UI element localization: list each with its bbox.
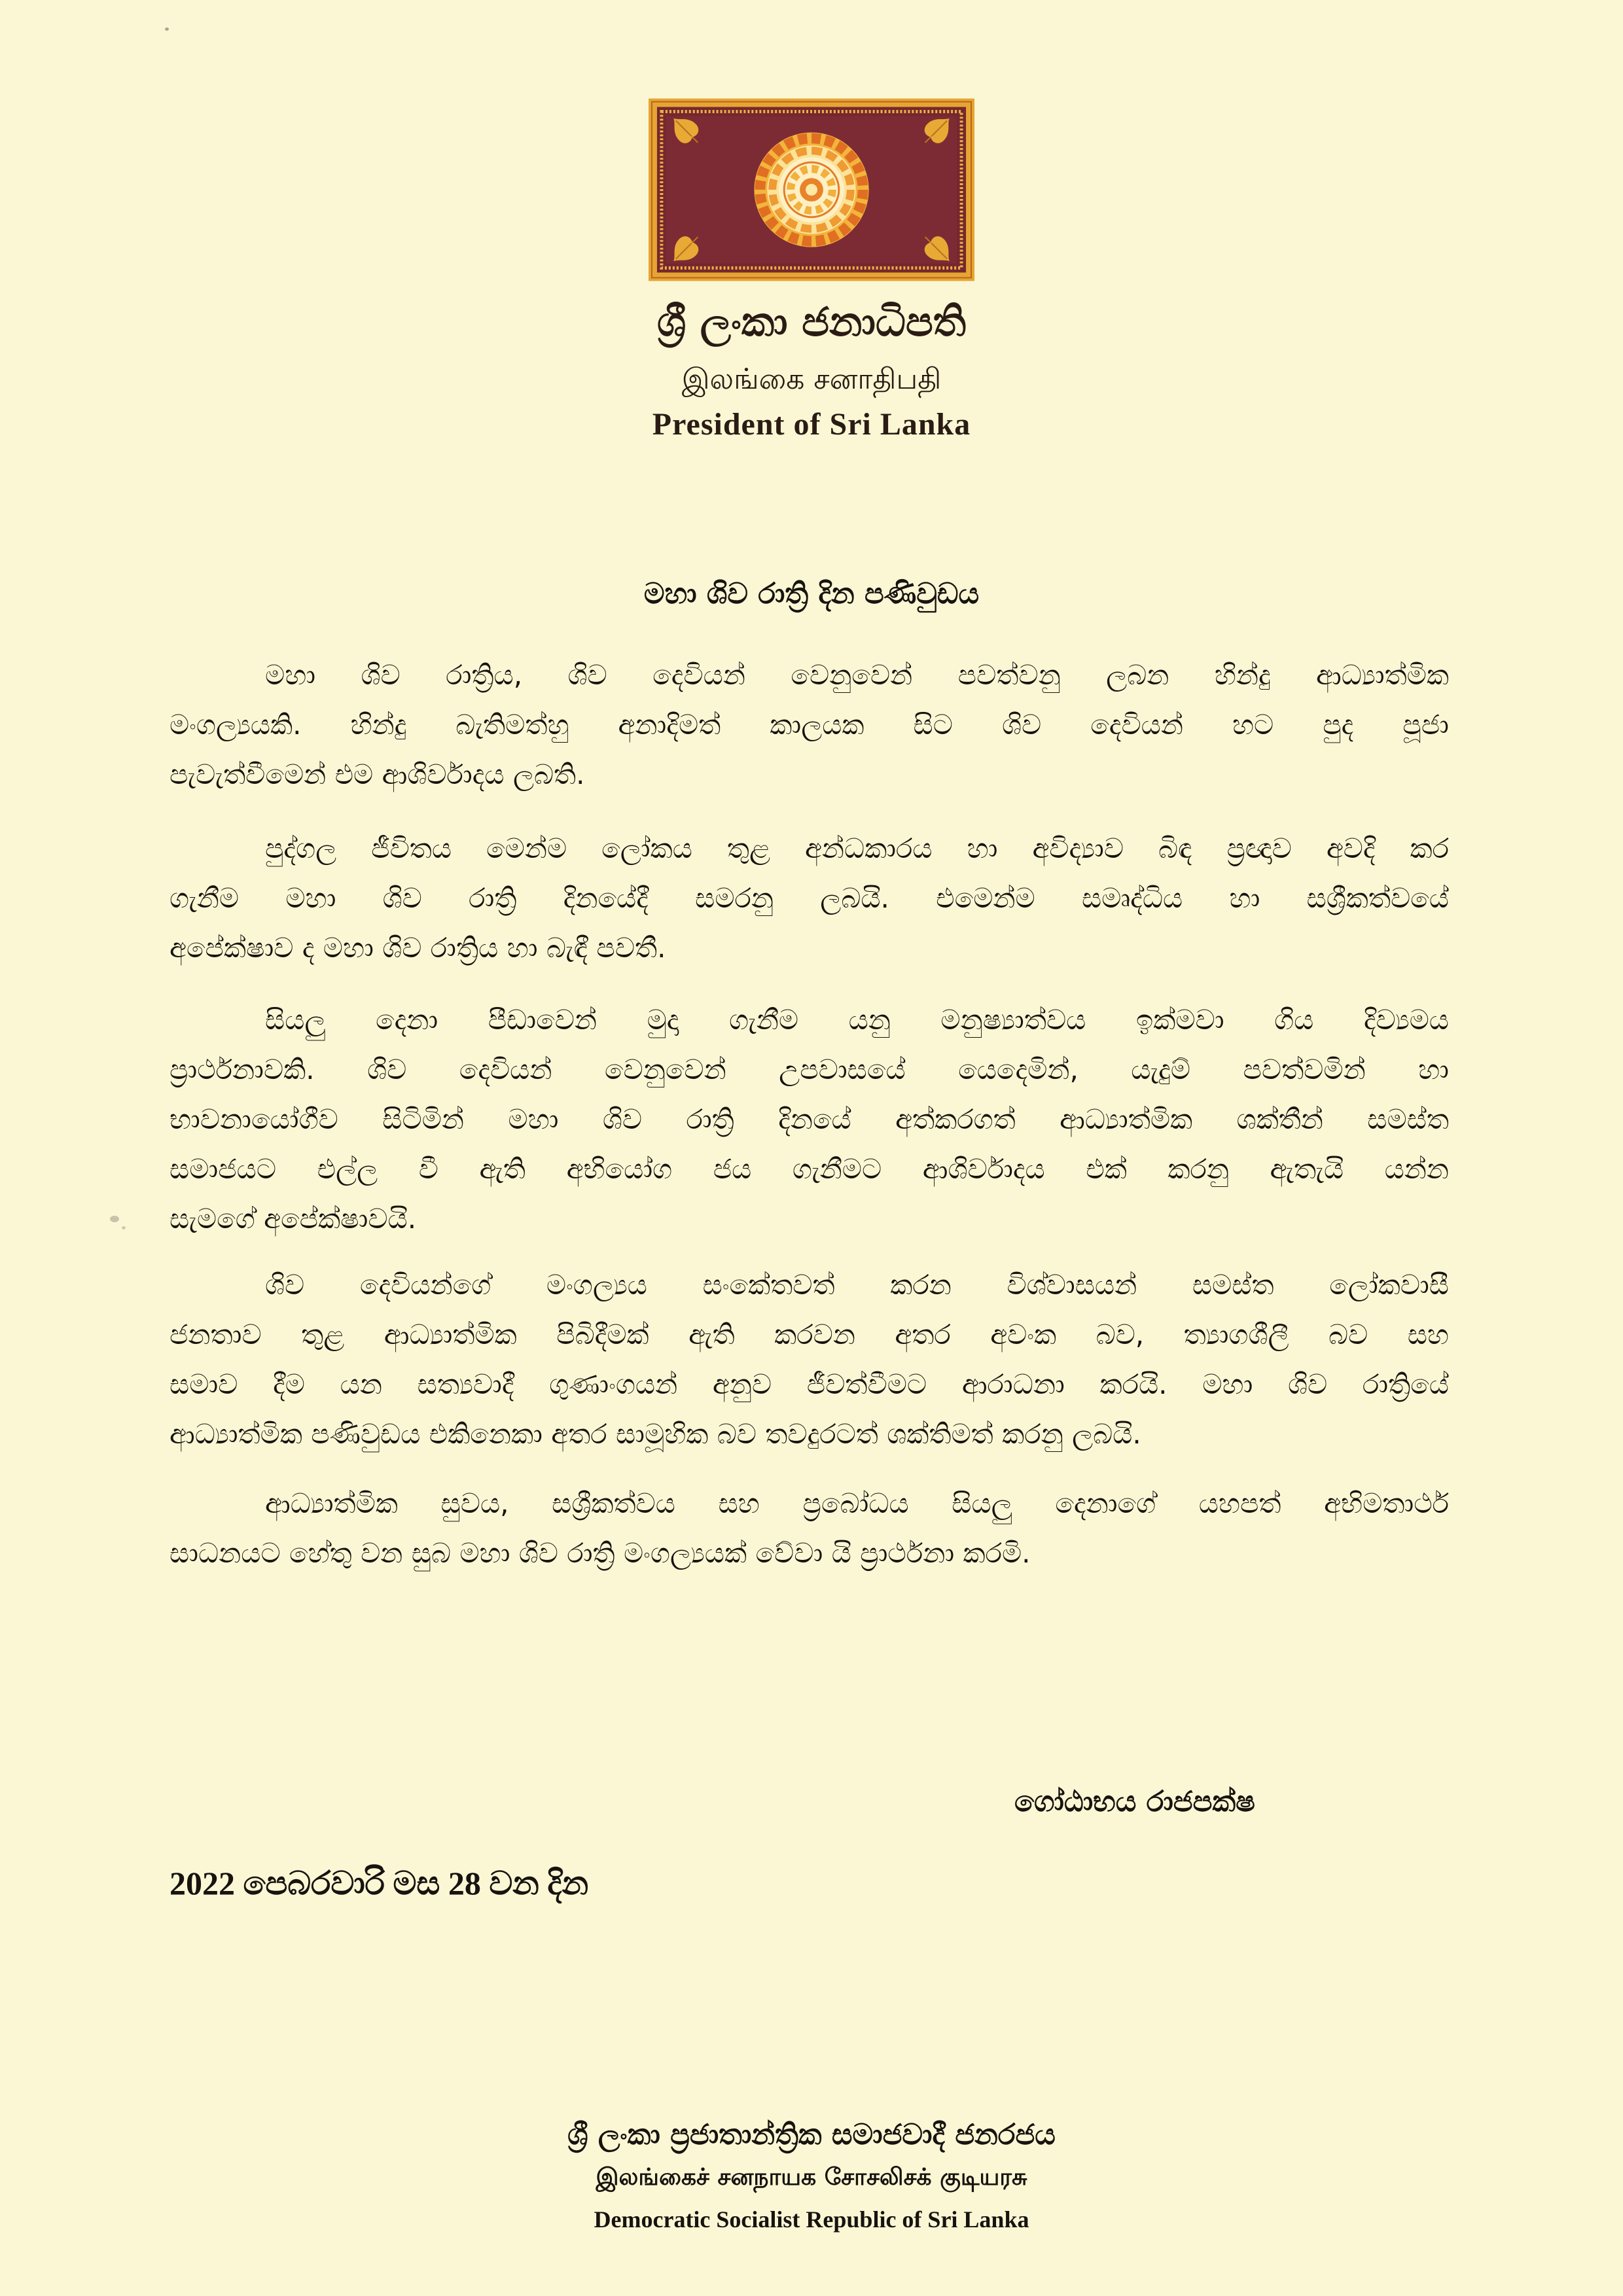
letter-title: මහා ශිව රාත්‍රි දින පණිවුඩය bbox=[643, 577, 980, 610]
paragraph-line: සමාව දීම යන සත්‍යවාදී ගුණාංගයන් අනුව ජීවත්වීමට ආරාධනා කරයි. මහා ශිව රාත්‍රියේ bbox=[169, 1368, 1449, 1400]
paragraph bbox=[169, 1479, 1449, 1578]
paragraph bbox=[169, 824, 1449, 973]
letter-date: 2022 පෙබරවාරි මස 28 වන දින bbox=[169, 1865, 589, 1901]
paragraph-line: සමාජයට එල්ල වී ඇති අභියෝග ජය ගැනීමට ආශිර්වාදය එක් කරනු ඇතැයි යන්න bbox=[169, 1153, 1449, 1185]
paragraph-line: ගැනීම මහා ශිව රාත්‍රි දිනයේදී සමරනු ලබයි. එමෙන්ම සමෘද්ධිය හා සශ්‍රීකත්වයේ bbox=[169, 882, 1449, 914]
header-title-sinhala: ශ්‍රී ලංකා ජනාධිපති bbox=[656, 298, 967, 345]
scan-speck bbox=[122, 1226, 126, 1229]
paragraph-line: ප්‍රාර්ථනාවකි. ශිව දෙවියන් වෙනුවෙන් උපවාසයේ යෙදෙමින්, යැදුම් පවත්වමින් හා bbox=[169, 1053, 1449, 1086]
paragraph bbox=[169, 1260, 1449, 1459]
scan-speck bbox=[165, 27, 169, 31]
paragraph bbox=[169, 995, 1449, 1244]
signature-name: ගෝඨාභය රාජපක්ෂ bbox=[1014, 1785, 1255, 1818]
paragraph-line: මංගල්‍යයකි. හින්දු බැතිමත්හු අනාදිමත් කාලයක සිට ශිව දෙවියන් හට පුද පූජා bbox=[169, 709, 1449, 741]
paragraph-line: සාධනයට හේතු වන සුබ මහා ශිව රාත්‍රි මංගල්‍යයක් වේවා යි ප්‍රාර්ථනා කරමි. bbox=[169, 1537, 1031, 1569]
footer-line-tamil: இலங்கைச் சனநாயக சோசலிசக் குடியரசு bbox=[596, 2164, 1027, 2191]
scan-speck bbox=[110, 1216, 119, 1222]
footer-line-english: Democratic Socialist Republic of Sri Lanka bbox=[594, 2206, 1029, 2233]
paragraph-line: සැමගේ අපේක්ෂාවයි. bbox=[169, 1203, 417, 1235]
paragraph-line: ආධ්‍යාත්මික පණිවුඩය එකිනෙකා අතර සාමූහික බව තවදුරටත් ශක්තිමත් කරනු ලබයි. bbox=[169, 1418, 1141, 1450]
paragraph-line: අපේක්ෂාව ද මහා ශිව රාත්‍රිය හා බැඳී පවතී. bbox=[169, 932, 666, 964]
paragraph-line: ආධ්‍යාත්මික සුවය, සශ්‍රීකත්වය සහ ප්‍රබෝධය සියලු දෙනාගේ යහපත් අභිමතාර්ථ bbox=[265, 1487, 1449, 1519]
paragraph-line: මහා ශිව රාත්‍රිය, ශිව දෙවියන් වෙනුවෙන් පවත්වනු ලබන හින්දු ආධ්‍යාත්මික bbox=[265, 659, 1449, 691]
letter-body bbox=[169, 0, 1449, 2296]
paragraph-line: පුද්ගල ජීවිතය මෙන්ම ලෝකය තුළ අන්ධකාරය හා අවිද්‍යාව බිඳ ප්‍රඥාව අවදි කර bbox=[265, 832, 1449, 864]
header-title-tamil: இலங்கை சனாதிபதி bbox=[681, 362, 942, 396]
footer-line-sinhala: ශ්‍රී ලංකා ප්‍රජාතාන්ත්‍රික සමාජවාදී ජනරජය bbox=[567, 2118, 1056, 2151]
paragraph bbox=[169, 650, 1449, 800]
paragraph-line: පැවැත්වීමෙන් එම ආශිර්වාදය ලබති. bbox=[169, 758, 585, 790]
header-title-english: President of Sri Lanka bbox=[652, 407, 971, 442]
paragraph-line: ජනතාව තුළ ආධ්‍යාත්මික පිබිදීමක් ඇති කරවන අතර අවංක බව, ත්‍යාගශීලී බව සහ bbox=[169, 1318, 1449, 1351]
paragraph-line: භාවනායෝගීව සිටිමින් මහා ශිව රාත්‍රි දිනයේ අත්කරගත් ආධ්‍යාත්මික ශක්තීන් සමස්ත bbox=[169, 1103, 1449, 1135]
paragraph-line: ශිව දෙවියන්ගේ මංගල්‍යය සංකේතවත් කරන විශ්වාසයන් සමස්ත ලෝකවාසී bbox=[265, 1269, 1449, 1301]
paragraph-line: සියලු දෙනා පීඩාවෙන් මුදා ගැනීම යනු මනුෂ්‍යාත්වය ඉක්මවා ගිය දිව්‍යමය bbox=[265, 1004, 1449, 1036]
